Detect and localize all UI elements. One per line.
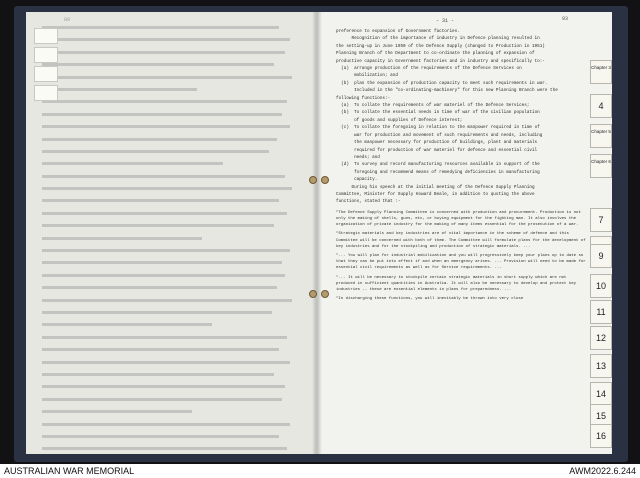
right-page [316,12,612,454]
ghost-line [42,410,192,413]
ghost-line [42,249,290,252]
chapter-tab[interactable]: 7 [590,208,612,232]
text-line: Committee, Minister for Supply Howard Beale, in addition to quoting the above [336,191,535,197]
quote-paragraph: "Strategic materials and key industries are of vital importance in the scheme of defence and this Committee will be concerned with both of them. The Committee will formulate plans for the development of key industries and for the stockpiling and production of strategic materials. ... [336,232,589,249]
text-line: (c) To collate the foregoing in relation to the manpower required in time of [336,125,540,131]
ghost-line [42,199,279,202]
accession-number: AWM2022.6.244 [569,466,636,476]
left-page [26,12,316,454]
text-line: (a) To collate the requirements of war materiel of the Defence Services; [336,103,530,109]
caption-bar [0,464,640,478]
binder-ring [309,176,317,184]
ghost-line [42,286,277,289]
chapter-tab[interactable]: 4 [590,94,612,118]
book-gutter [312,12,322,454]
ghost-line [42,447,287,450]
ghost-line [42,299,292,302]
chapter-tab[interactable]: 14 [590,382,612,406]
ghost-line [42,323,212,326]
ghost-line [42,385,285,388]
ghost-line [42,38,290,41]
ghost-line [42,187,292,190]
sticky-note [34,47,58,63]
right-page-number: - 31 - [436,18,455,24]
ghost-line [42,51,285,54]
ghost-line [42,88,197,91]
text-line: required for production of war materiel for defence and essential civil [336,147,538,153]
ghost-line [42,237,202,240]
text-line: the manpower necessary for production of buildings, plant and materials [336,140,538,146]
ghost-line [42,162,223,165]
text-line: following functions:- [336,95,391,101]
ghost-line [42,175,285,178]
chapter-tab[interactable]: Chapter 3 [590,60,612,84]
ghost-line [42,336,287,339]
right-corner-number: 93 [562,16,569,22]
chapter-tab[interactable]: 12 [590,326,612,350]
text-line: productive capacity in Government factories and in industry and specifically to:- [336,58,545,64]
text-line: Included in the "co-ordinating-machinery" for this new Planning Branch were the [336,88,558,94]
text-line: (a) arrange production of the requirements of the Defence Services on [336,66,522,72]
ghost-line [42,76,292,79]
ghost-line [42,63,274,66]
left-page-ghost-text [42,26,300,454]
ghost-line [42,348,279,351]
text-line: During his speech at the initial meeting of the Defence Supply Planning [336,184,535,190]
quote-paragraph: "In discharging these functions, you will inevitably be thrown into very close [336,297,524,302]
left-sticky-notes [34,28,58,104]
chapter-tab[interactable]: 16 [590,424,612,448]
left-page-number: 89 [64,17,71,23]
chapter-tab[interactable]: 11 [590,300,612,324]
text-line: foregoing and recommend means of remedying deficiencies in manufacturing [336,169,540,175]
text-line: of goods and supplies of Defence interest; [336,117,463,123]
text-line: (b) To collate the essential needs in time of war of the civilian population [336,110,540,116]
ghost-line [42,311,272,314]
quote-paragraph: "... You will plan for industrial mobilization and you will progressively keep your plans up to date so that they can be put into effect if and when an emergency arises. ... Provision will need to be made for essential civil requirements as well as for Service requirements. ... [336,253,589,271]
chapter-tab[interactable]: 15 [590,404,612,428]
text-line: functions, stated that :- [336,199,401,205]
institution-caption: AUSTRALIAN WAR MEMORIAL [4,466,135,476]
chapter-tab[interactable]: Chapter 5 [590,124,612,148]
sticky-note [34,28,58,44]
text-line: needs; and [336,154,380,160]
ghost-line [42,423,290,426]
ghost-line [42,274,285,277]
ghost-line [42,261,282,264]
chapter-tab[interactable]: Chapter 6 [590,154,612,178]
chapter-tab[interactable]: 9 [590,244,612,268]
ghost-line [42,361,290,364]
text-line: the setting-up in June 1950 of the Defence Supply (changed to Production in 1951) [336,43,545,49]
text-line: Planning Branch of the Department to co-ordinate the planning of expansion of [336,51,535,57]
sticky-note [34,85,58,101]
binder-ring [309,290,317,298]
ghost-line [42,435,279,438]
ghost-line [42,125,290,128]
ghost-line [42,224,274,227]
ghost-line [42,138,277,141]
text-line: preference to expansion of Government factories. [336,29,460,34]
text-line: (d) To survey and record manufacturing resources available in support of the [336,162,540,168]
chapter-tab[interactable]: 10 [590,274,612,298]
right-page-text [336,28,588,302]
binder-ring [321,176,329,184]
ghost-line [42,212,287,215]
quote-paragraph: "... It will be necessary to stockpile certain strategic materials in short supply which are not produced in sufficient quantities in Australia. It will also be necessary to develop and protect key industries -- these are essential elements in plans for preparedness. ... [336,275,579,292]
quote-paragraph: "The Defence Supply Planning Committee is concerned with production and procurement. Production is not only the making of shells, guns, etc, or buying equipment for the fighting man. It also involves the organization of private industry for the making of many items essential for the prosecution of a war. [336,210,584,228]
binder-ring [321,290,329,298]
sticky-note [34,66,58,82]
ghost-line [42,398,282,401]
ghost-line [42,26,279,29]
text-line: Recognition of the importance of industry in Defence planning resulted in [336,36,540,42]
text-line: capacity. [336,177,378,183]
ghost-line [42,113,282,116]
text-line: mobilization; and [336,73,398,79]
ghost-line [42,100,287,103]
text-line: (b) plan the expansion of production capacity to meet such requirements in war. [336,80,548,86]
chapter-tab[interactable]: 13 [590,354,612,378]
ghost-line [42,150,269,153]
text-line: war for production and movement of such requirements and needs, including [336,132,543,138]
ghost-line [42,373,274,376]
